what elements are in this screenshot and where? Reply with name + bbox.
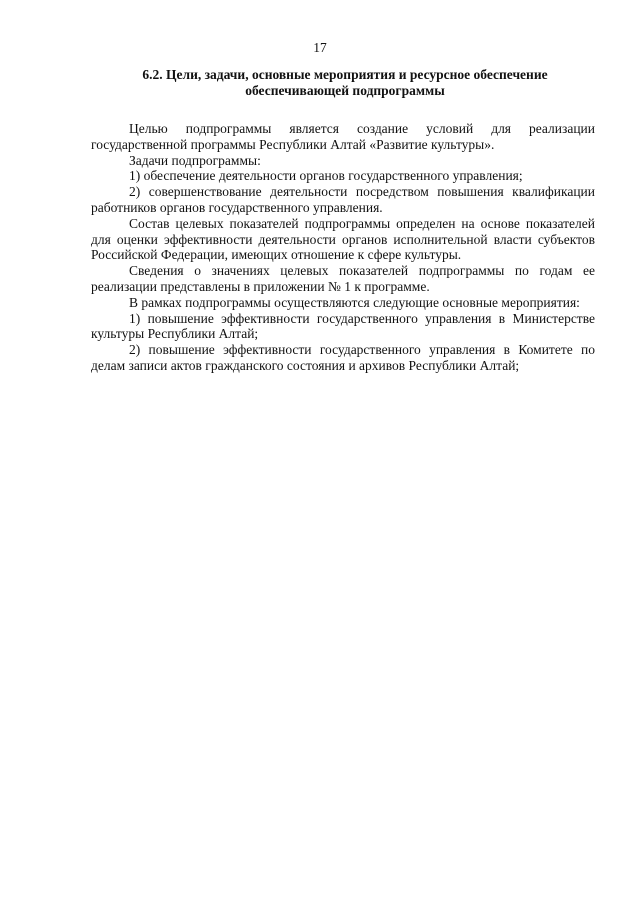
paragraph-activities-intro: В рамках подпрограммы осуществляются следующие основные мероприятия: [129, 294, 580, 310]
paragraph-goal: Целью подпрограммы является создание условий для реализации государственной программы Республики Алтай «Развитие культуры». [91, 121, 595, 152]
section-heading-line-1: 6.2. Цели, задачи, основные мероприятия и ресурсное обеспечение [142, 67, 548, 82]
paragraph-task-1: 1) обеспечение деятельности органов государственного управления; [129, 168, 523, 184]
section-heading [96, 67, 594, 99]
paragraph-indicators: Состав целевых показателей подпрограммы определен на основе показателей для оценки эффективности деятельности органов исполнительной власти субъектов Российской Федерации, имеющих отношение к сфере культуры. [91, 215, 595, 263]
page-number: 17 [313, 40, 327, 55]
paragraph-task-2: 2) совершенствование деятельности посредством повышения квалификации работников органов государственного управления. [91, 184, 595, 215]
paragraph-activity-1: 1) повышение эффективности государственного управления в Министерстве культуры Республики Алтай; [91, 310, 595, 342]
body-text [91, 121, 595, 374]
paragraph-indicator-values: Сведения о значениях целевых показателей подпрограммы по годам ее реализации представлены в приложении № 1 к программе. [91, 263, 595, 294]
paragraph-activity-2: 2) повышение эффективности государственного управления в Комитете по делам записи актов гражданского состояния и архивов Республики Алтай; [91, 342, 595, 373]
section-heading-line-2: обеспечивающей подпрограммы [245, 83, 445, 98]
paragraph-tasks-heading: Задачи подпрограммы: [129, 152, 261, 168]
